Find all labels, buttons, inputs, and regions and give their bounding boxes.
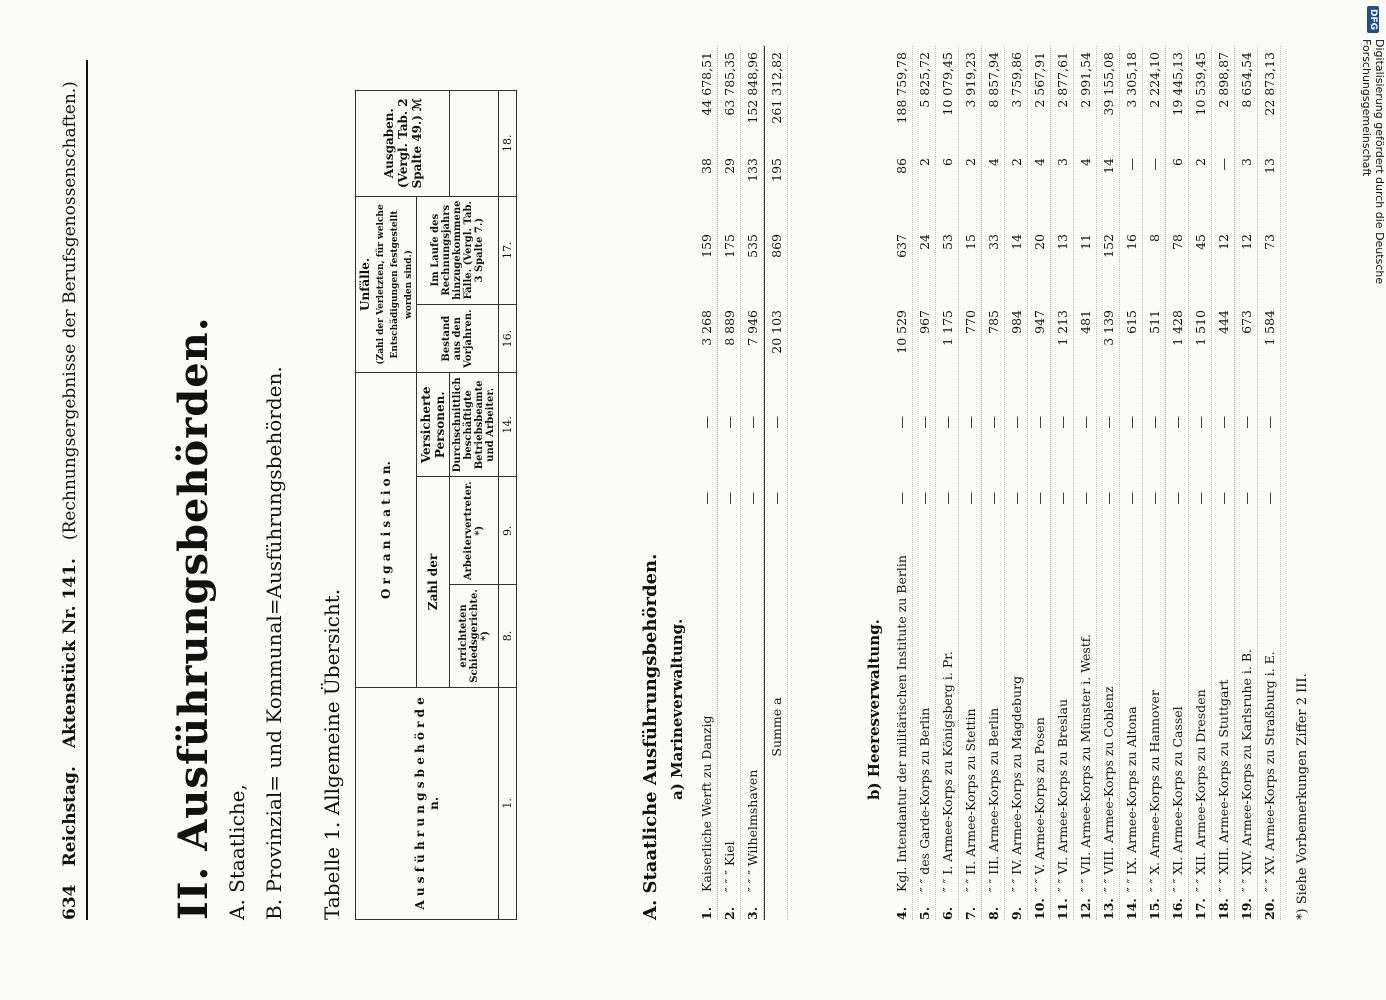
unfaelle-header: Unfälle. (Zahl der Verletzten, für welche Entschädigungen festgestellt worden sind.) [356,196,417,373]
cell-no: 16. [1169,898,1185,920]
cell-c16: 20 [1031,234,1047,250]
cell-c18: 63 785,35 [721,52,737,116]
table-row [1189,46,1212,920]
cell-no: 15. [1146,898,1162,920]
colnum-18: 18. [499,91,517,197]
cell-c14: 1 213 [1054,310,1070,346]
cell-c18: 2 877,61 [1054,52,1070,108]
cell-name: ″ ″ XII. Armee-Korps zu Dresden [1192,689,1208,892]
cell-c18: 44 678,51 [698,52,714,116]
c18-spacer [450,91,499,197]
cell-c16: 24 [916,234,932,250]
cell-name: ″ ″ I. Armee-Korps zu Königsberg i. Pr. [939,651,955,892]
cell-no: 4. [893,906,909,920]
cell-c8: — [893,492,909,505]
cell-c18: 2 898,87 [1215,52,1231,108]
footnote: *) Siehe Vorbemerkungen Ziffer 2 III. [1295,673,1310,920]
cell-c17: 2 [916,158,932,166]
document-number: Aktenstück Nr. 141. [60,558,80,749]
cell-name: ″ ″ ″ Wilhelmshaven [744,769,760,892]
cell-no: 11. [1054,898,1070,920]
cell-no: 14. [1123,898,1139,920]
table-row [1028,46,1051,920]
cell-c16: 535 [744,234,760,258]
cell-no: 17. [1192,898,1208,920]
cell-c17: — [1215,158,1231,171]
cell-c14: 615 [1123,310,1139,334]
colnum-8: 8. [499,585,517,688]
c9-header: Arbeitervertreter. *) [450,477,499,585]
table-row [695,46,718,920]
cell-no: 6. [939,906,955,920]
table-row [982,46,1005,920]
cell-c14: 444 [1215,310,1231,334]
cell-name: ″ ″ IV. Armee-Korps zu Magdeburg [1008,675,1024,892]
colnum-14: 14. [499,373,517,477]
cell-no: 12. [1077,898,1093,920]
cell-c18: 39 155,08 [1100,52,1116,116]
cell-name: Kaiserliche Werft zu Danzig [698,715,714,892]
cell-c16: 175 [721,234,737,258]
cell-no: 20. [1261,898,1277,920]
cell-name: ″ ″ VIII. Armee-Korps zu Coblenz [1100,686,1116,892]
cell-c8: — [1077,492,1093,505]
table-row [936,46,959,920]
cell-c8: — [1031,492,1047,505]
cell-c14: 8 889 [721,310,737,346]
table-row [959,46,982,920]
cell-no: 2. [721,906,737,920]
summe-cell-name: Summe a [768,697,784,757]
cell-c9: — [1146,416,1162,429]
cell-c14: 511 [1146,310,1162,334]
cell-c9: — [1077,416,1093,429]
cell-c17: — [1123,158,1139,171]
cell-c18: 22 873,13 [1261,52,1277,116]
table-row [1097,46,1120,920]
cell-name: ″ ″ ″ Kiel [721,841,737,892]
cell-no: 13. [1100,898,1116,920]
cell-c9: — [962,416,978,429]
cell-c8: — [1215,492,1231,505]
cell-c16: 12 [1215,234,1231,250]
colnum-17: 17. [499,196,517,304]
cell-name: ″ ″ V. Armee-Korps zu Posen [1031,717,1047,892]
cell-c9: — [939,416,955,429]
col-name-header: A u s f ü h r u n g s b e h ö r d e n. [356,687,499,919]
cell-name: ″ ″ XI. Armee-Korps zu Cassel [1169,706,1185,892]
cell-c18: 19 445,13 [1169,52,1185,116]
zahl-der-header: Zahl der [417,477,450,688]
cell-c8: — [1054,492,1070,505]
page-title: II. Ausführungsbehörden. [170,316,217,920]
marine-rows [695,46,788,920]
c8-header: errichteten Schiedsgerichte. *) [450,585,499,688]
cell-c17: 4 [985,158,1001,166]
cell-c17: 4 [1031,158,1047,166]
cell-c9: — [1215,416,1231,429]
cell-c14: 984 [1008,310,1024,334]
document-subject: (Rechnungsergebnisse der Berufsgenossenschaften.) [60,81,80,541]
colnum-16: 16. [499,304,517,373]
cell-c9: — [985,416,1001,429]
cell-c14: 947 [1031,310,1047,334]
page-number: 634 [60,884,80,920]
cell-name: ″ ″ XV. Armee-Korps zu Straßburg i. E. [1261,651,1277,892]
table-row [1074,46,1097,920]
table-row [890,46,913,920]
cell-c16: 15 [962,234,978,250]
cell-c8: — [1261,492,1277,505]
cell-c9: — [1100,416,1116,429]
cell-c16: 13 [1054,234,1070,250]
ausgaben-header: Ausgaben. (Vergl. Tab. 2 Spalte 49.) ℳ [356,91,450,197]
cell-no: 8. [985,906,1001,920]
cell-c17: 6 [1169,158,1185,166]
cell-c16: 73 [1261,234,1277,250]
cell-c16: 16 [1123,234,1139,250]
cell-c9: — [1123,416,1139,429]
cell-c8: — [1100,492,1116,505]
summe-cell-c17: 195 [768,158,784,182]
cell-c14: 10 529 [893,310,909,354]
cell-no: 5. [916,906,932,920]
cell-c8: — [1192,492,1208,505]
cell-c18: 8 654,54 [1238,52,1254,108]
overview-table-header [355,90,517,920]
cell-name: ″ ″ VI. Armee-Korps zu Breslau [1054,698,1070,892]
cell-c14: 7 946 [744,310,760,346]
summe-cell-c8: — [768,492,784,505]
colnum-1: 1. [499,687,517,919]
cell-c14: 1 428 [1169,310,1185,346]
cell-name: ″ ″ des Garde-Korps zu Berlin [916,707,932,892]
cell-c18: 2 224,10 [1146,52,1162,108]
cell-c9: — [893,416,909,429]
summe-cell-c18: 261 312,82 [768,52,784,124]
cell-c17: 6 [939,158,955,166]
cell-c17: 3 [1054,158,1070,166]
table-row [1005,46,1028,920]
cell-c16: 53 [939,234,955,250]
cell-c17: 3 [1238,158,1254,166]
page-header [60,60,88,920]
subtitle-b: B. Provinzial= und Kommunal=Ausführungsbehörden. [262,366,286,920]
cell-no: 9. [1008,906,1024,920]
cell-c16: 159 [698,234,714,258]
cell-c17: 29 [721,158,737,174]
cell-c18: 5 825,72 [916,52,932,108]
summe-row [764,46,788,920]
cell-c16: 45 [1192,234,1208,250]
cell-c14: 481 [1077,310,1093,334]
cell-c14: 967 [916,310,932,334]
cell-no: 10. [1031,898,1047,920]
table-row [1166,46,1189,920]
cell-name: ″ ″ II. Armee-Korps zu Stettin [962,708,978,892]
cell-c8: — [744,492,760,505]
cell-c17: 2 [1008,158,1024,166]
cell-c14: 770 [962,310,978,334]
table-caption: Tabelle 1. Allgemeine Übersicht. [320,588,344,920]
cell-name: ″ ″ XIII. Armee-Korps zu Stuttgart [1215,679,1231,892]
cell-c16: 33 [985,234,1001,250]
cell-c17: 4 [1077,158,1093,166]
cell-c17: 133 [744,158,760,182]
cell-c14: 3 268 [698,310,714,346]
table-row [741,46,764,920]
cell-c18: 152 848,96 [744,52,760,124]
cell-c14: 785 [985,310,1001,334]
cell-c9: — [916,416,932,429]
cell-c8: — [939,492,955,505]
section-marine-heading: a) Marineverwaltung. [668,618,686,800]
cell-name: ″ ″ XIV. Armee-Korps zu Karlsruhe i. B. [1238,648,1254,892]
cell-c9: — [1169,416,1185,429]
table-row [1235,46,1258,920]
cell-name: ″ ″ IX. Armee-Korps zu Altona [1123,706,1139,892]
cell-c9: — [1054,416,1070,429]
cell-c14: 1 584 [1261,310,1277,346]
cell-c18: 3 919,23 [962,52,978,108]
cell-no: 19. [1238,898,1254,920]
cell-c17: 14 [1100,158,1116,174]
cell-c8: — [1008,492,1024,505]
cell-c18: 3 759,86 [1008,52,1024,108]
cell-c17: — [1146,158,1162,171]
cell-c16: 637 [893,234,909,258]
journal-name: Reichstag. [60,766,80,867]
cell-c14: 673 [1238,310,1254,334]
cell-c9: — [698,416,714,429]
cell-c17: 86 [893,158,909,174]
summe-cell-c14: 20 103 [768,310,784,354]
vers-header: Versicherte Personen. [417,373,450,477]
cell-c8: — [962,492,978,505]
cell-c16: 8 [1146,234,1162,242]
cell-c8: — [1169,492,1185,505]
cell-no: 1. [698,906,714,920]
cell-c17: 38 [698,158,714,174]
c16-header: Bestand aus den Vorjahren. [417,304,499,373]
summe-cell-c9: — [768,416,784,429]
subtitle-a: A. Staatliche, [225,784,249,920]
cell-c8: — [1123,492,1139,505]
cell-c8: — [698,492,714,505]
cell-name: ″ ″ III. Armee-Korps zu Berlin [985,707,1001,892]
cell-c18: 10 079,45 [939,52,955,116]
cell-c16: 12 [1238,234,1254,250]
cell-c9: — [721,416,737,429]
cell-c18: 8 857,94 [985,52,1001,108]
cell-c17: 2 [962,158,978,166]
cell-c9: — [1238,416,1254,429]
cell-c18: 188 759,78 [893,52,909,124]
colnum-9: 9. [499,477,517,585]
cell-c9: — [1261,416,1277,429]
cell-c18: 10 539,45 [1192,52,1208,116]
cell-c9: — [1192,416,1208,429]
cell-c16: 11 [1077,234,1093,250]
table-row [1143,46,1166,920]
cell-c9: — [744,416,760,429]
cell-c16: 78 [1169,234,1185,250]
table-row [1258,46,1281,920]
c17-header: Im Laufe des Rechnungsjahrs hinzugekommene Fälle. (Vergl. Tab. 3 Spalte 7.) [417,196,499,304]
cell-c8: — [1238,492,1254,505]
cell-c14: 3 139 [1100,310,1116,346]
cell-c18: 2 991,54 [1077,52,1093,108]
cell-c9: — [1008,416,1024,429]
cell-c18: 3 305,18 [1123,52,1139,108]
cell-c16: 14 [1008,234,1024,250]
cell-no: 7. [962,906,978,920]
cell-c14: 1 175 [939,310,955,346]
cell-c18: 2 567,91 [1031,52,1047,108]
heer-rows [890,46,1281,920]
dfg-logo: DFG [1367,6,1379,33]
summe-cell-c16: 869 [768,234,784,258]
funding-text: Digitalisierung gefördert durch die Deutsche Forschungsgemeinschaft [1360,39,1386,285]
cell-c8: — [916,492,932,505]
section-a-heading: A. Staatliche Ausführungsbehörden. [640,553,661,920]
cell-c16: 152 [1100,234,1116,258]
cell-c17: 2 [1192,158,1208,166]
section-heer-heading: b) Heeresverwaltung. [865,619,883,800]
cell-c14: 1 510 [1192,310,1208,346]
table-row [1051,46,1074,920]
cell-no: 18. [1215,898,1231,920]
table-row [718,46,741,920]
cell-c8: — [721,492,737,505]
cell-c8: — [1146,492,1162,505]
table-row [913,46,936,920]
cell-no: 3. [744,906,760,920]
cell-name: ″ ″ VII. Armee-Korps zu Münster i. Westf. [1077,634,1093,892]
cell-name: ″ ″ X. Armee-Korps zu Hannover [1146,690,1162,892]
table-row [1212,46,1235,920]
cell-c9: — [1031,416,1047,429]
cell-c17: 13 [1261,158,1277,174]
c14-header: Durchschnittlich beschäftigte Betriebsbeamte und Arbeiter. [450,373,499,477]
cell-c8: — [985,492,1001,505]
org-header: O r g a n i s a t i o n. [356,373,417,687]
cell-name: Kgl. Intendantur der militärischen Institute zu Berlin [893,555,909,892]
table-row [1120,46,1143,920]
